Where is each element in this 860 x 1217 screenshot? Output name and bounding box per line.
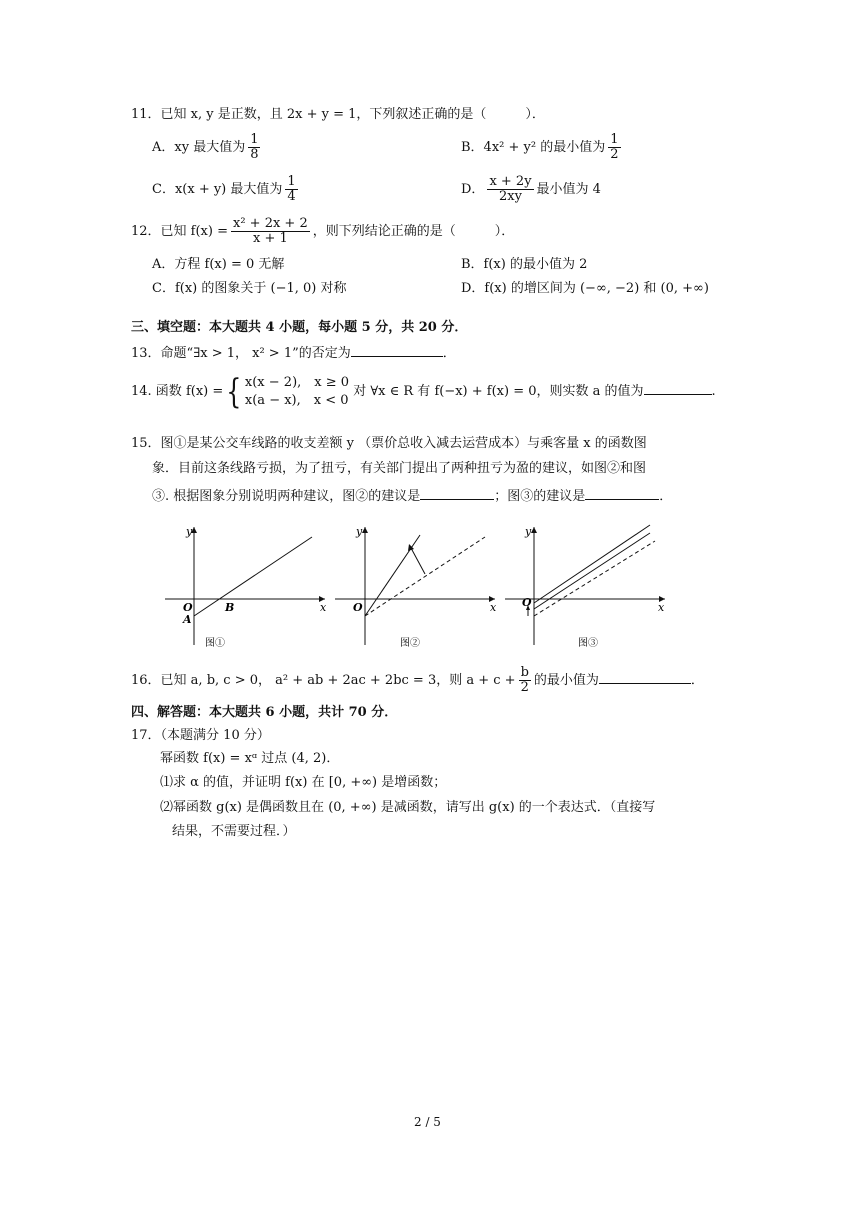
fig2-x-label: x	[490, 601, 497, 614]
fig2-y-label: y	[356, 525, 363, 538]
q15-line1: 15．图①是某公交车线路的收支差额 y （票价总收入减去运营成本）与乘客量 x 的函数图	[131, 436, 647, 451]
q13: 13．命题“∃x > 1， x² > 1”的否定为 ．	[131, 342, 456, 363]
page-number: 2 / 5	[414, 1115, 441, 1129]
q12-option-a: A．方程 f(x) = 0 无解	[152, 257, 285, 272]
q17-part1: ⑴求 α 的值，并证明 f(x) 在 [0, +∞) 是增函数；	[160, 775, 447, 790]
q12-option-c: C．f(x) 的图象关于 (−1, 0) 对称	[152, 281, 347, 296]
q12-stem: 12．已知 f(x) = $\frac{\text{x² + 2x + 2}}{x + 1}$ ，则下列结论正确的是（ ）．	[131, 216, 515, 246]
fig1-point-b: B	[225, 601, 235, 614]
q11-stem: 11．已知 x, y 是正数，且 2x + y = 1，下列叙述正确的是（ ）．	[131, 107, 545, 122]
q17-line1: 幂函数 f(x) = xᵅ 过点 (4, 2)．	[160, 751, 340, 766]
q11-option-d: D． $\frac{x + 2y}{2xy}$ 最小值为 4	[461, 174, 601, 204]
fig3-y-label: y	[525, 525, 532, 538]
q11-option-c: C．x(x + y) 最大值为 $\frac{1}{4}$	[152, 174, 296, 204]
fig1-point-a: A	[183, 613, 192, 626]
fig1-x-label: x	[320, 601, 327, 614]
q17-part2: ⑵幂函数 g(x) 是偶函数且在 (0, +∞) 是减函数，请写出 g(x) 的一个表达式．（直接写	[160, 800, 656, 815]
figure-1	[165, 525, 327, 649]
q17-title: 17．（本题满分 10 分）	[131, 728, 270, 743]
q14: 14. 函数 f(x) ={ x(x − 2), x ≥ 0 x(a − x), x < 0 对 ∀x ∈ R 有 f(−x) + f(x) = 0，则实数 a 的值为 .	[131, 371, 716, 412]
q17-part2-cont: 结果，不需要过程．）	[172, 824, 296, 839]
figure-3	[505, 525, 665, 649]
fig3-origin: O	[522, 596, 532, 609]
fig1-caption: 图①	[205, 638, 225, 649]
fig1-y-label: y	[186, 525, 193, 538]
q11-option-b: B．4x² + y² 的最小值为 $\frac{1}{2}$	[461, 132, 619, 162]
fig1-origin: O	[183, 601, 193, 614]
fig2-origin: O	[353, 601, 363, 614]
q15-line2: 象．目前这条线路亏损，为了扭亏，有关部门提出了两种扭亏为盈的建议，如图②和图	[152, 461, 647, 476]
q11-option-a: A．xy 最大值为 $\frac{1}{8}$	[152, 132, 259, 162]
section3-heading: 三、填空题：本大题共 4 小题，每小题 5 分，共 20 分．	[131, 320, 468, 335]
figure-2	[335, 525, 497, 649]
q15-line3: ③. 根据图象分别说明两种建议，图②的建议是 ；图③的建议是 ．	[152, 485, 672, 506]
fig3-x-label: x	[658, 601, 665, 614]
fig2-caption: 图②	[400, 638, 420, 649]
q12-option-b: B．f(x) 的最小值为 2	[461, 257, 588, 272]
section4-heading: 四、解答题：本大题共 6 小题，共计 70 分．	[131, 705, 398, 720]
q16: 16．已知 a, b, c > 0， a² + ab + 2ac + 2bc = 3，则 a + c + $\frac{b}{2}$ 的最小值为 ．	[131, 665, 704, 695]
fig3-caption: 图③	[578, 638, 598, 649]
figures	[150, 515, 680, 655]
q12-option-d: D．f(x) 的增区间为 (−∞, −2) 和 (0, +∞)	[461, 281, 709, 296]
